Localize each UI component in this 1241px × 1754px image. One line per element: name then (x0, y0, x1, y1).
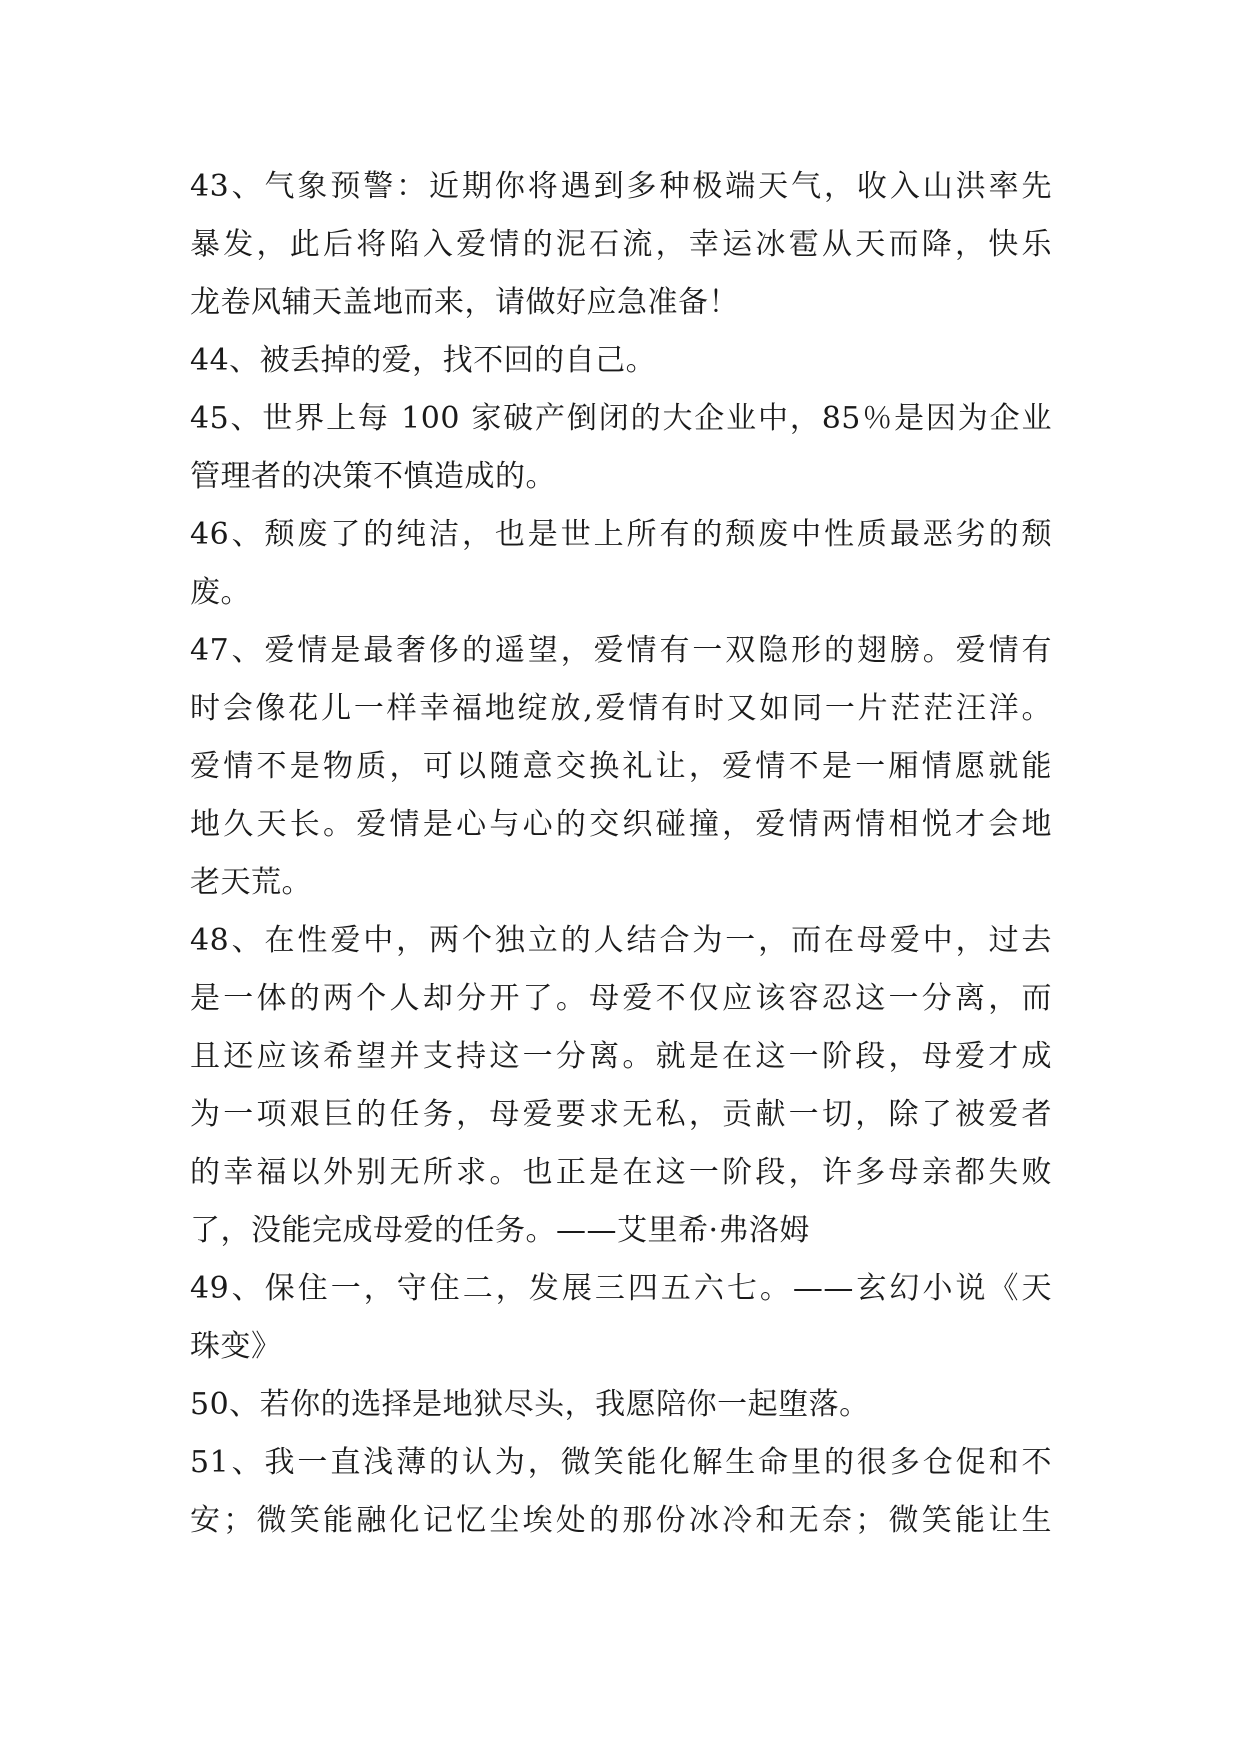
document-body (190, 158, 1052, 1550)
text-line: 49、保住一，守住二，发展三四五六七。——玄幻小说《天 (190, 1271, 1052, 1306)
text-line: 老天荒。 (190, 865, 312, 900)
text-line: 废。 (190, 575, 251, 610)
text-line: 暴发，此后将陷入爱情的泥石流，幸运冰雹从天而降，快乐 (190, 227, 1052, 262)
text-line: 48、在性爱中，两个独立的人结合为一，而在母爱中，过去 (190, 923, 1052, 958)
text-line: 了，没能完成母爱的任务。——艾里希·弗洛姆 (190, 1213, 811, 1248)
text-line: 45、世界上每 100 家破产倒闭的大企业中，85％是因为企业 (190, 401, 1052, 436)
text-line: 51、我一直浅薄的认为，微笑能化解生命里的很多仓促和不 (190, 1445, 1052, 1480)
text-line: 且还应该希望并支持这一分离。就是在这一阶段，母爱才成 (190, 1039, 1052, 1074)
text-line: 珠变》 (190, 1329, 282, 1364)
text-line: 47、爱情是最奢侈的遥望，爱情有一双隐形的翅膀。爱情有 (190, 633, 1052, 668)
text-line: 46、颓废了的纯洁，也是世上所有的颓废中性质最恶劣的颓 (190, 517, 1052, 552)
text-line: 龙卷风辅天盖地而来，请做好应急准备！ (190, 285, 739, 320)
text-line: 爱情不是物质，可以随意交换礼让，爱情不是一厢情愿就能 (190, 749, 1052, 784)
text-line: 是一体的两个人却分开了。母爱不仅应该容忍这一分离，而 (190, 981, 1052, 1016)
text-line: 为一项艰巨的任务，母爱要求无私，贡献一切，除了被爱者 (190, 1097, 1052, 1132)
text-line: 安；微笑能融化记忆尘埃处的那份冰冷和无奈；微笑能让生 (190, 1503, 1052, 1538)
text-line: 的幸福以外别无所求。也正是在这一阶段，许多母亲都失败 (190, 1155, 1052, 1190)
text-line: 50、若你的选择是地狱尽头，我愿陪你一起堕落。 (190, 1387, 870, 1422)
text-line: 时会像花儿一样幸福地绽放,爱情有时又如同一片茫茫汪洋。 (190, 691, 1052, 726)
text-line: 管理者的决策不慎造成的。 (190, 459, 556, 494)
text-line: 43、气象预警：近期你将遇到多种极端天气，收入山洪率先 (190, 169, 1052, 204)
text-line: 44、被丢掉的爱，找不回的自己。 (190, 343, 657, 378)
text-line: 地久天长。爱情是心与心的交织碰撞，爱情两情相悦才会地 (190, 807, 1052, 842)
